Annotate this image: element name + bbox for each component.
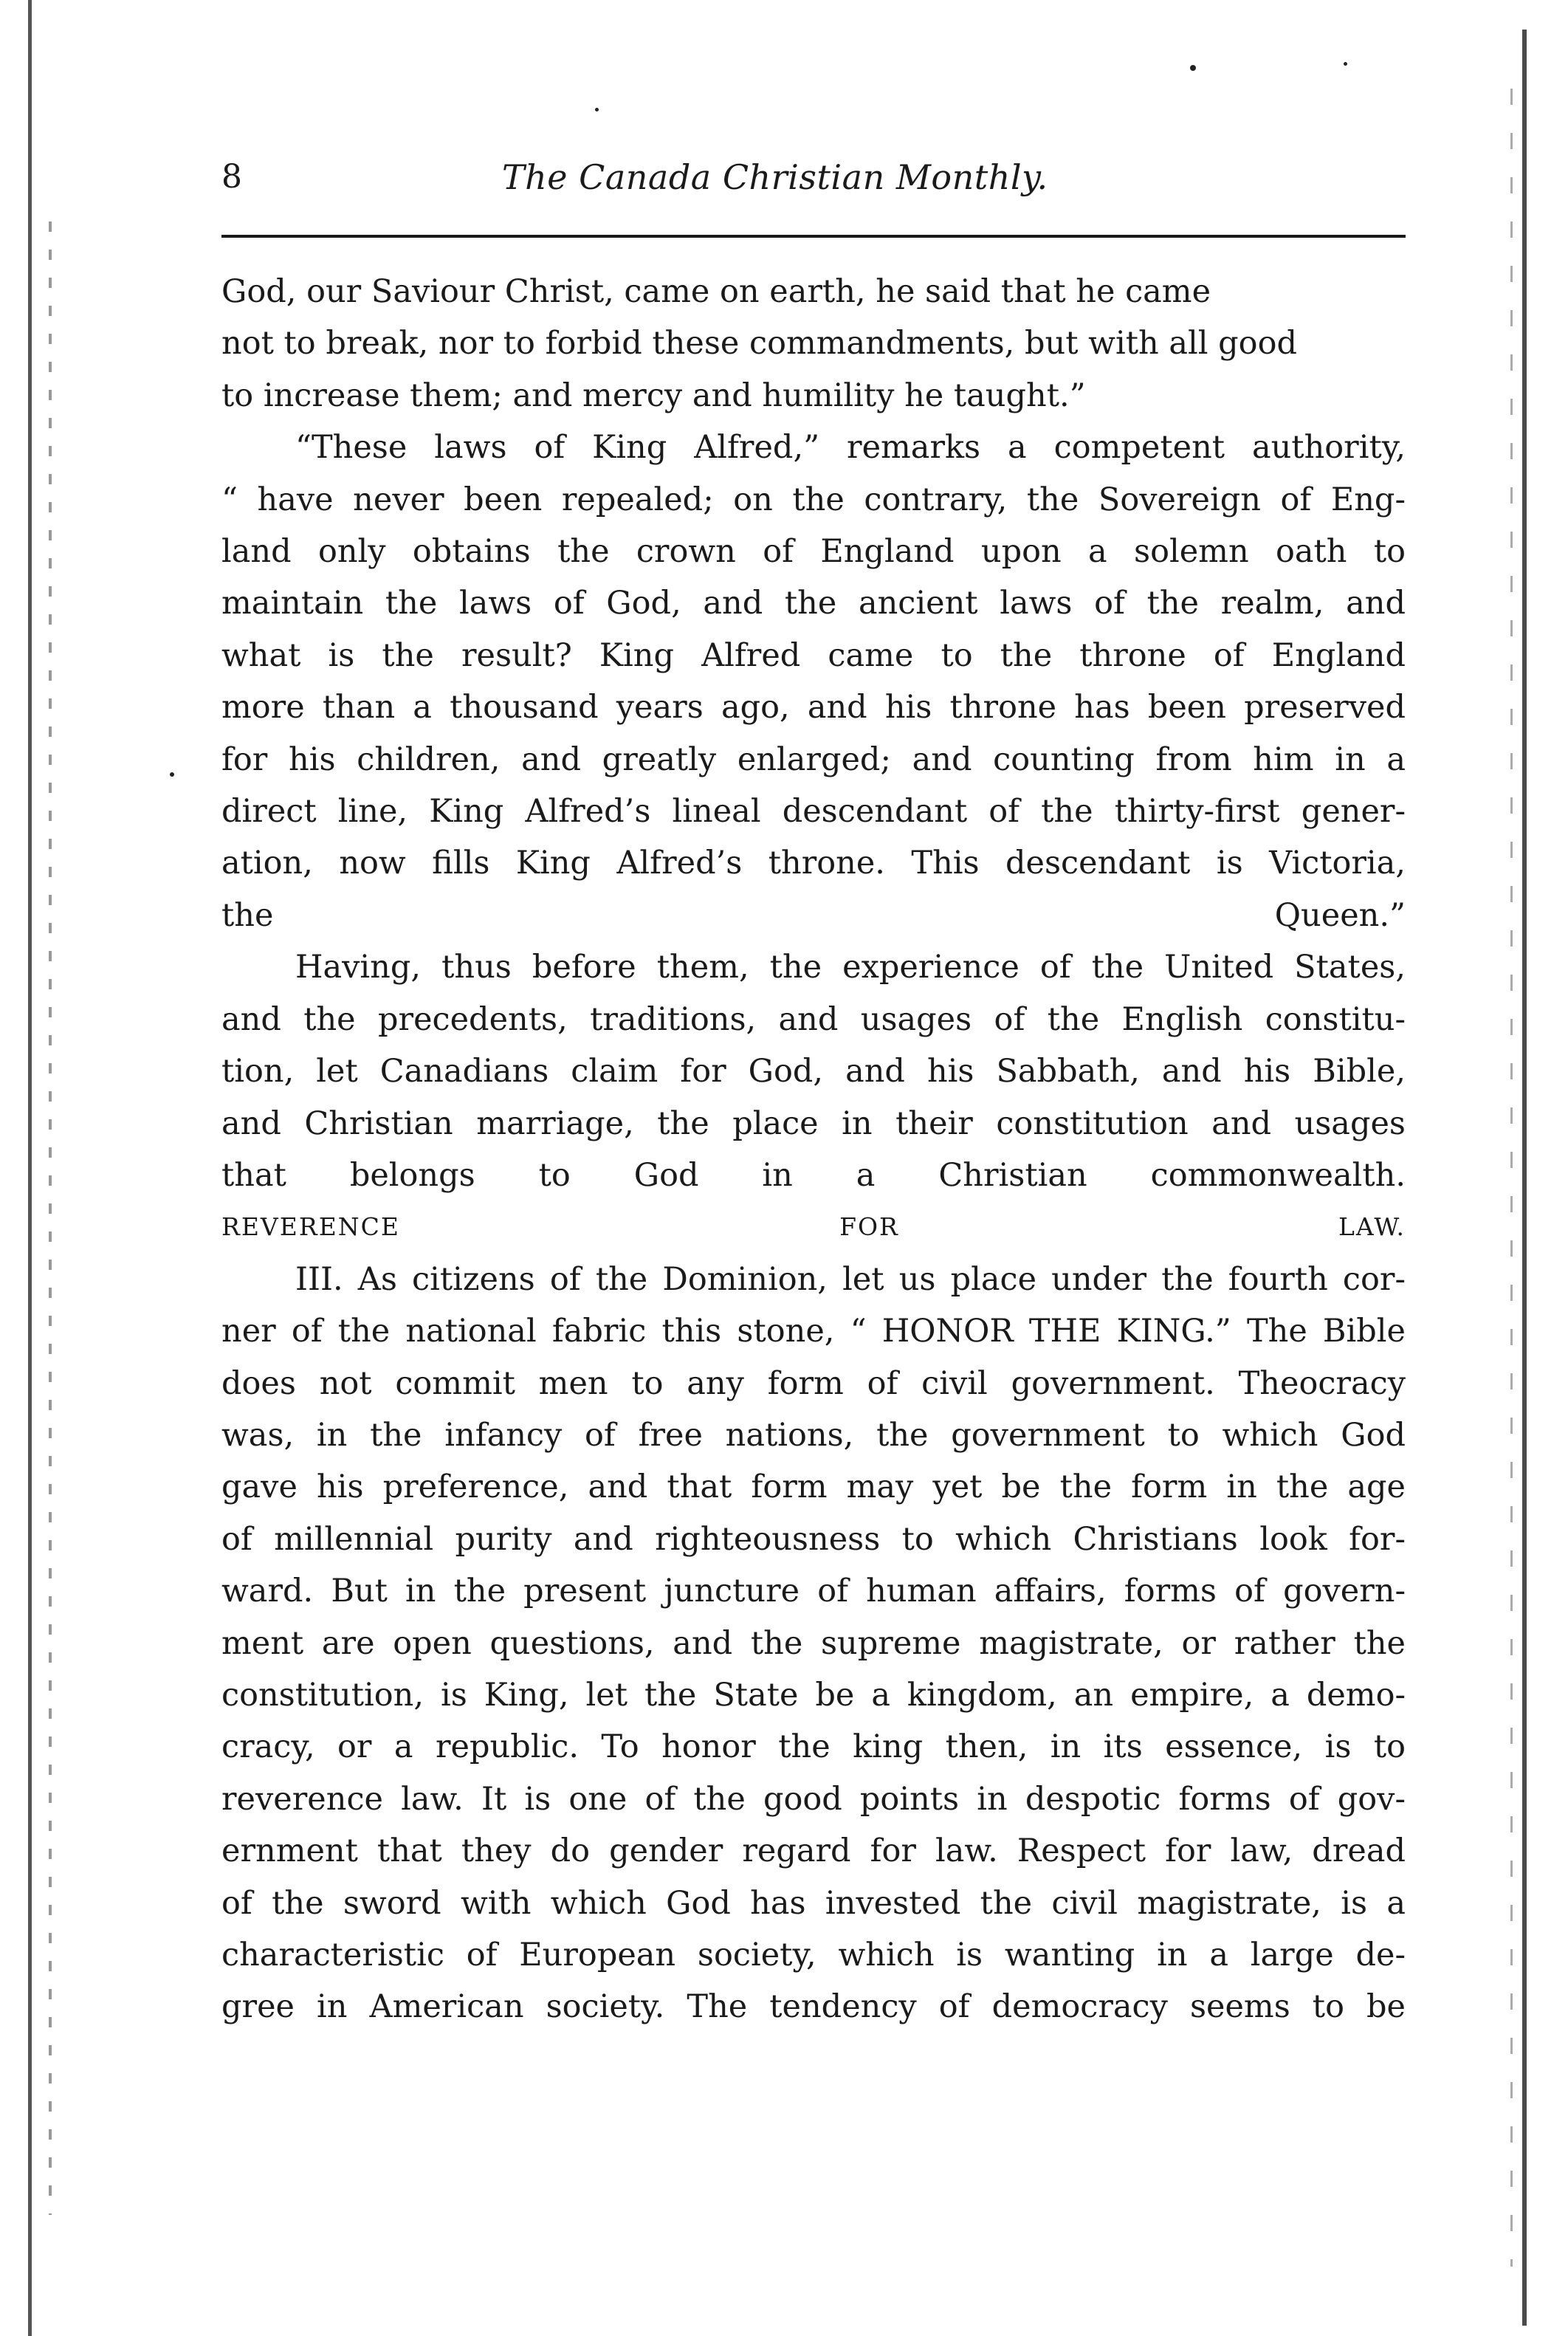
scan-left-marks	[49, 221, 52, 2215]
text-line: ation, now fills King Alfred’s throne. This descendant is Victoria,	[221, 845, 1406, 882]
paragraph-continuation	[221, 266, 1406, 422]
text-line: tion, let Canadians claim for God, and his Sabbath, and his Bible,	[221, 1053, 1406, 1090]
text-line: III. As citizens of the Dominion, let us place under the fourth cor-	[295, 1260, 1406, 1298]
text-line: reverence law. It is one of the good points in despotic forms of gov-	[221, 1780, 1406, 1818]
section-heading: REVERENCE FOR LAW.	[221, 1212, 1406, 1242]
text-line: was, in the infancy of free nations, the government to which God	[221, 1416, 1406, 1454]
text-line: direct line, King Alfred’s lineal descendant of the thirty-first gener-	[221, 793, 1406, 831]
text-line: of millennial purity and righteousness to which Christians look for-	[221, 1520, 1406, 1558]
text-line: ner of the national fabric this stone, “ HONOR THE KING.” The Bible	[221, 1313, 1406, 1350]
text-line: maintain the laws of God, and the ancient laws of the realm, and	[221, 585, 1406, 622]
text-line: ment are open questions, and the supreme magistrate, or rather the	[221, 1624, 1406, 1662]
scan-speck	[1344, 62, 1347, 66]
text-line: “ have never been repealed; on the contrary, the Sovereign of Eng-	[221, 481, 1406, 518]
text-line: God, our Saviour Christ, came on earth, he said that he came	[221, 273, 1211, 310]
paragraph-alfred-laws	[221, 422, 1406, 941]
text-line: “These laws of King Alfred,” remarks a competent authority,	[295, 429, 1406, 467]
text-line: not to break, nor to forbid these commandments, but with all good	[221, 325, 1297, 363]
text-line: ward. But in the present juncture of human affairs, forms of govern-	[221, 1573, 1406, 1610]
text-line: of the sword with which God has invested the civil magistrate, is a	[221, 1884, 1406, 1922]
text-line: gree in American society. The tendency of democracy seems to be	[221, 1988, 1406, 2026]
text-line: and the precedents, traditions, and usages of the English constitu-	[221, 1000, 1406, 1038]
running-title: The Canada Christian Monthly.	[502, 157, 1048, 197]
text-line: that belongs to God in a Christian commonwealth.	[221, 1156, 1406, 1194]
article-body	[221, 266, 1406, 2033]
text-line: the Queen.”	[221, 896, 1406, 934]
scan-speck	[170, 772, 174, 777]
text-line: to increase them; and mercy and humility he taught.”	[221, 377, 1086, 414]
paragraph-canadians	[221, 941, 1406, 1201]
scan-speck	[1190, 65, 1196, 71]
text-line: land only obtains the crown of England upon a solemn oath to	[221, 533, 1406, 571]
page-number: 8	[221, 158, 242, 196]
scan-right-edge	[1522, 30, 1527, 2326]
text-line: cracy, or a republic. To honor the king then, in its essence, is to	[221, 1728, 1406, 1766]
text-line: what is the result? King Alfred came to the throne of England	[221, 636, 1406, 674]
text-line: Having, thus before them, the experience of the United States,	[295, 949, 1406, 986]
text-line: gave his preference, and that form may yet be the form in the age	[221, 1468, 1406, 1506]
text-line: characteristic of European society, which is wanting in a large de-	[221, 1937, 1406, 1973]
scan-speck	[595, 108, 599, 111]
text-line: and Christian marriage, the place in their constitution and usages	[221, 1105, 1406, 1142]
scan-right-marks	[1510, 89, 1513, 2267]
text-line: more than a thousand years ago, and his throne has been preserved	[221, 689, 1406, 726]
text-line: does not commit men to any form of civil government. Theocracy	[221, 1364, 1406, 1402]
header-rule	[221, 235, 1406, 238]
text-line: for his children, and greatly enlarged; and counting from him in a	[221, 741, 1406, 778]
text-line: constitution, is King, let the State be a kingdom, an empire, a demo-	[221, 1676, 1406, 1714]
scan-left-edge	[28, 0, 41, 2336]
paragraph-honor-the-king	[221, 1254, 1406, 2033]
text-line: ernment that they do gender regard for law. Respect for law, dread	[221, 1832, 1406, 1870]
